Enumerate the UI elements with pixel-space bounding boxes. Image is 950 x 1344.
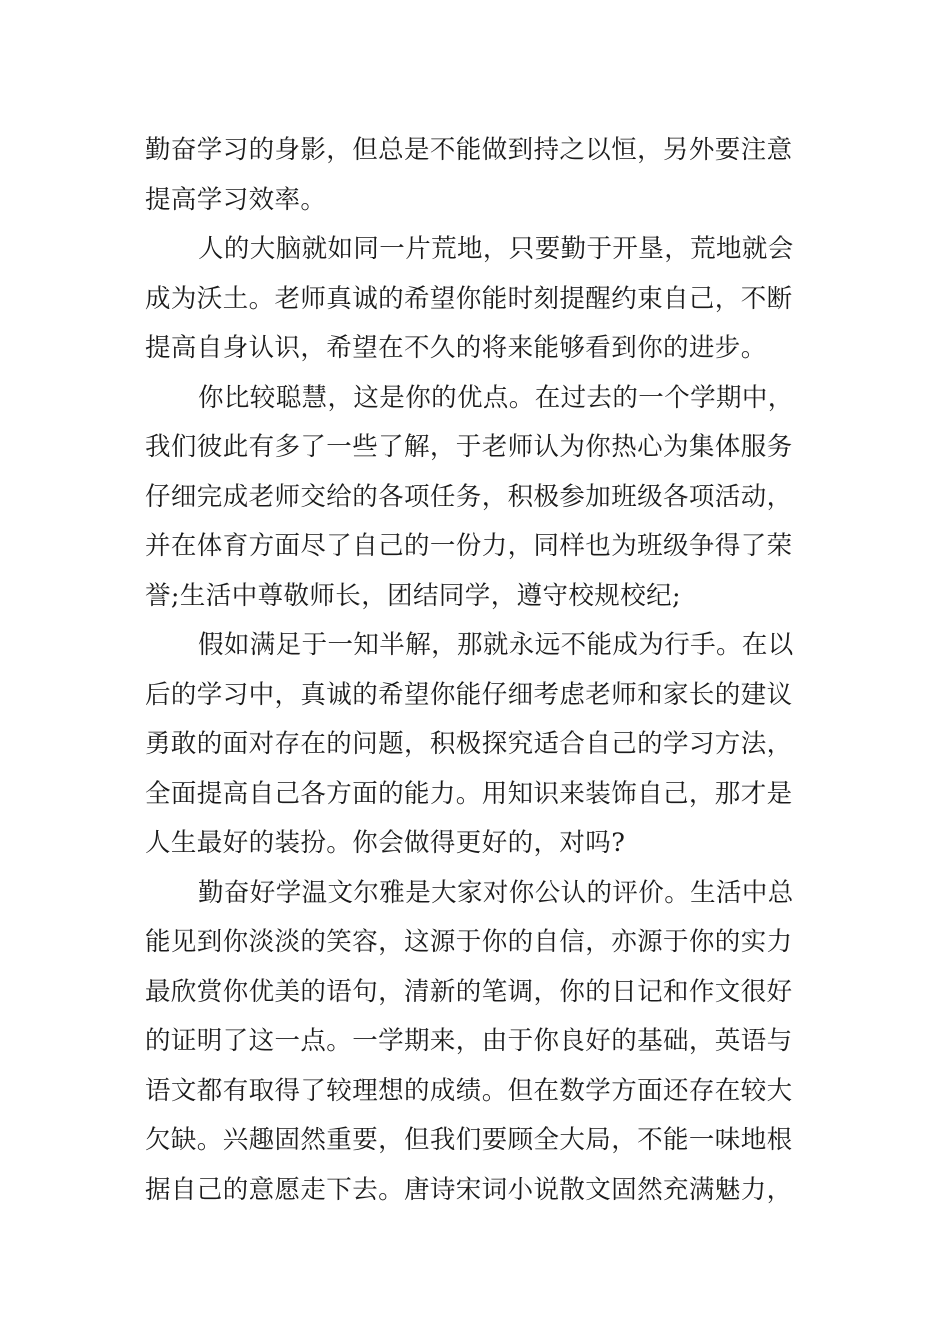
document-body bbox=[145, 126, 810, 1215]
text-line: 据自己的意愿走下去。唐诗宋词小说散文固然充满魅力， bbox=[145, 1174, 793, 1205]
text-line: 人生最好的装扮。你会做得更好的，对吗? bbox=[145, 828, 626, 858]
text-line: 提高自身认识，希望在不久的将来能够看到你的进步。 bbox=[145, 333, 767, 363]
text-line: 全面提高自己各方面的能力。用知识来装饰自己，那才是 bbox=[145, 778, 793, 809]
text-line: 并在体育方面尽了自己的一份力，同样也为班级争得了荣 bbox=[145, 531, 793, 561]
text-line: 你比较聪慧，这是你的优点。在过去的一个学期中， bbox=[198, 382, 794, 413]
text-line: 勇敢的面对存在的问题，积极探究适合自己的学习方法， bbox=[145, 729, 793, 759]
text-line: 誉;生活中尊敬师长，团结同学，遵守校规校纪; bbox=[145, 580, 681, 611]
text-line: 语文都有取得了较理想的成绩。但在数学方面还存在较大 bbox=[145, 1075, 793, 1106]
text-line: 假如满足于一知半解，那就永远不能成为行手。在以 bbox=[198, 630, 794, 660]
text-line: 勤奋好学温文尔雅是大家对你公认的评价。生活中总 bbox=[198, 877, 794, 908]
text-line: 的证明了这一点。一学期来，由于你良好的基础，英语与 bbox=[145, 1026, 793, 1056]
text-line: 成为沃土。老师真诚的希望你能时刻提醒约束自己，不断 bbox=[145, 283, 793, 314]
text-line: 能见到你淡淡的笑容，这源于你的自信，亦源于你的实力 bbox=[145, 927, 793, 957]
text-line: 提高学习效率。 bbox=[145, 184, 327, 215]
text-line: 勤奋学习的身影，但总是不能做到持之以恒，另外要注意 bbox=[145, 135, 793, 165]
text-line: 仔细完成老师交给的各项任务，积极参加班级各项活动， bbox=[145, 481, 793, 512]
text-line: 后的学习中，真诚的希望你能仔细考虑老师和家长的建议 bbox=[145, 679, 793, 710]
text-line: 人的大脑就如同一片荒地，只要勤于开垦，荒地就会 bbox=[198, 234, 794, 264]
text-line: 我们彼此有多了一些了解，于老师认为你热心为集体服务 bbox=[145, 432, 793, 462]
text-line: 最欣赏你优美的语句，清新的笔调，你的日记和作文很好 bbox=[145, 976, 793, 1007]
text-line: 欠缺。兴趣固然重要，但我们要顾全大局，不能一味地根 bbox=[145, 1125, 793, 1155]
